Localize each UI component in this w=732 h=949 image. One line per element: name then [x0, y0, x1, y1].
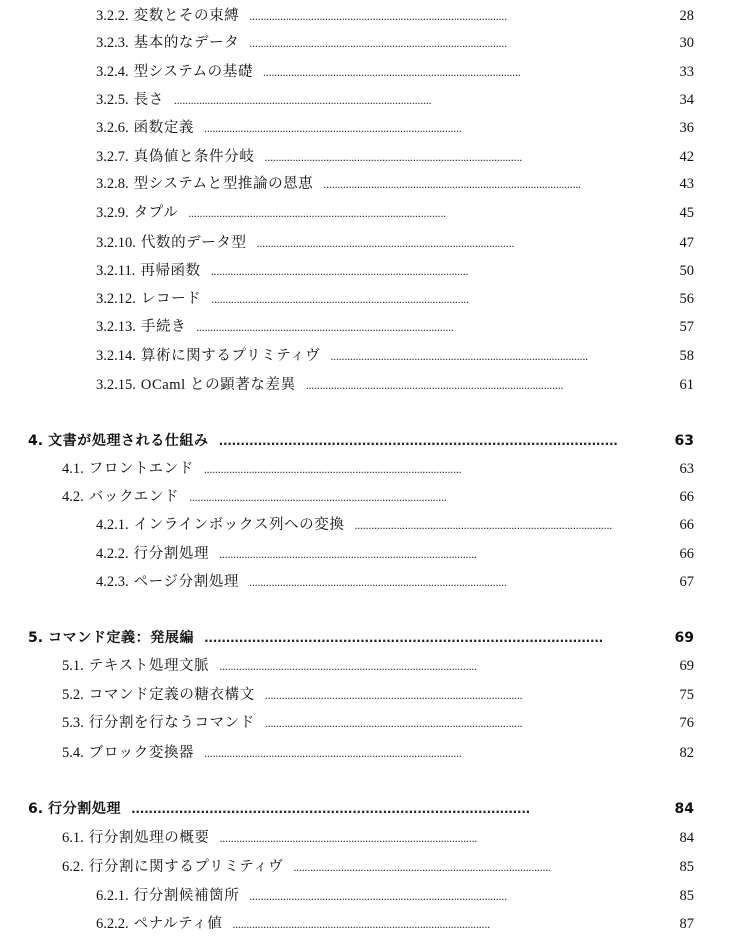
- toc-entry-page: 45: [679, 205, 694, 221]
- dot-leader: [323, 172, 666, 196]
- dot-leader: [265, 683, 666, 707]
- toc-entry-title: ページ分割処理: [133, 574, 240, 590]
- toc-entry-page: 57: [679, 319, 694, 335]
- toc-entry-number: 5.: [28, 630, 44, 646]
- toc-entry[interactable]: [28, 429, 694, 453]
- toc-entry-title: 文書が処理される仕組み: [48, 433, 209, 449]
- dot-leader: [219, 654, 666, 678]
- toc-entry-title: バックエンド: [88, 489, 180, 505]
- dot-leader: [204, 116, 666, 140]
- toc-entry[interactable]: [62, 683, 694, 707]
- toc-entry-page: 63: [679, 461, 694, 477]
- toc-entry[interactable]: [96, 145, 694, 169]
- toc-entry-number: 3.2.6.: [96, 120, 129, 136]
- toc-entry[interactable]: [96, 88, 694, 112]
- toc-entry[interactable]: [28, 626, 694, 650]
- toc-entry-title: コマンド定義の糖衣構文: [88, 687, 255, 703]
- dot-leader: [249, 884, 666, 908]
- toc-entry-number: 6.2.1.: [96, 888, 129, 904]
- toc-entry-title: 行分割処理: [48, 801, 122, 817]
- dot-leader: [219, 542, 666, 566]
- toc-entry[interactable]: [96, 116, 694, 140]
- toc-entry-number: 3.2.5.: [96, 92, 129, 108]
- toc-entry-page: 42: [679, 149, 694, 165]
- toc-entry[interactable]: [96, 60, 694, 84]
- toc-entry-title: 代数的データ型: [140, 235, 247, 251]
- toc-entry[interactable]: [96, 259, 694, 283]
- toc-entry-title: テキスト処理文脈: [88, 658, 210, 674]
- dot-leader: [330, 344, 666, 368]
- toc-entry-number: 4.1.: [62, 461, 84, 477]
- toc-entry[interactable]: [96, 912, 694, 936]
- toc-entry-title: 型システムと型推論の恩恵: [133, 176, 314, 192]
- toc-entry[interactable]: [96, 4, 694, 28]
- toc-entry-page: 87: [679, 916, 694, 932]
- toc-entry-number: 3.2.7.: [96, 149, 129, 165]
- dot-leader: [232, 912, 666, 936]
- toc-entry-title: ブロック変換器: [88, 745, 195, 761]
- toc-entry[interactable]: [28, 797, 694, 821]
- toc-entry-number: 3.2.12.: [96, 291, 136, 307]
- toc-entry-number: 6.1.: [62, 830, 84, 846]
- toc-entry-page: 36: [679, 120, 694, 136]
- toc-entry-title: 真偽値と条件分岐: [133, 149, 255, 165]
- toc-entry-title: 行分割処理: [133, 546, 210, 562]
- toc-entry[interactable]: [96, 315, 694, 339]
- toc-entry-title: 行分割を行なうコマンド: [88, 715, 255, 731]
- toc-entry-page: 82: [679, 745, 694, 761]
- toc-entry-page: 61: [679, 377, 694, 393]
- toc-entry-number: 3.2.13.: [96, 319, 136, 335]
- dot-leader: [211, 259, 666, 283]
- toc-entry-page: 69: [679, 658, 694, 674]
- dot-leader: [257, 231, 666, 255]
- toc-entry[interactable]: [96, 373, 694, 397]
- toc-entry-page: 33: [679, 64, 694, 80]
- toc-entry[interactable]: [96, 231, 694, 255]
- toc-entry-number: 3.2.3.: [96, 35, 129, 51]
- toc-entry[interactable]: [62, 711, 694, 735]
- dot-leader: [188, 201, 666, 225]
- toc-entry-title: 算術に関するプリミティヴ: [140, 348, 321, 364]
- toc-entry-number: 6.2.2.: [96, 916, 129, 932]
- dot-leader: [196, 315, 666, 339]
- toc-entry-page: 63: [674, 433, 694, 449]
- toc-entry[interactable]: [62, 485, 694, 509]
- toc-entry-page: 66: [679, 489, 694, 505]
- toc-entry-title: 函数定義: [133, 120, 195, 136]
- toc-entry-title: 行分割処理の概要: [88, 830, 210, 846]
- toc-entry-number: 6.: [28, 801, 44, 817]
- dot-leader: [249, 4, 666, 28]
- toc-entry[interactable]: [96, 513, 694, 537]
- dot-leader: [264, 145, 666, 169]
- toc-entry-number: 6.2.: [62, 859, 84, 875]
- dot-leader: [204, 741, 666, 765]
- toc-entry[interactable]: [96, 172, 694, 196]
- toc-entry-page: 66: [679, 546, 694, 562]
- toc-entry-title: コマンド定義：発展編: [48, 630, 195, 646]
- toc-entry[interactable]: [96, 884, 694, 908]
- toc-entry-page: 28: [679, 8, 694, 24]
- dot-leader: [204, 457, 666, 481]
- toc-entry-number: 5.1.: [62, 658, 84, 674]
- toc-entry[interactable]: [96, 570, 694, 594]
- toc-entry-page: 58: [679, 348, 694, 364]
- toc-entry-number: 3.2.14.: [96, 348, 136, 364]
- toc-entry-number: 3.2.8.: [96, 176, 129, 192]
- toc-entry-page: 84: [674, 801, 694, 817]
- dot-leader: [219, 429, 666, 453]
- dot-leader: [249, 31, 666, 55]
- dot-leader: [265, 711, 666, 735]
- toc-entry-title: 基本的なデータ: [133, 35, 240, 51]
- toc-entry-page: 34: [679, 92, 694, 108]
- toc-entry-page: 66: [679, 517, 694, 533]
- toc-entry-title: 行分割に関するプリミティヴ: [88, 859, 284, 875]
- dot-leader: [174, 88, 666, 112]
- toc-entry-title: タプル: [133, 205, 179, 221]
- toc-entry-number: 3.2.11.: [96, 263, 136, 279]
- dot-leader: [131, 797, 666, 821]
- toc-entry-number: 4.2.3.: [96, 574, 129, 590]
- toc-entry-number: 3.2.10.: [96, 235, 136, 251]
- toc-entry[interactable]: [62, 654, 694, 678]
- toc-entry-number: 3.2.2.: [96, 8, 129, 24]
- toc-entry-title: 手続き: [140, 319, 187, 335]
- toc-entry[interactable]: [96, 542, 694, 566]
- dot-leader: [354, 513, 666, 537]
- toc-entry-title: OCaml との顕著な差異: [140, 377, 296, 393]
- toc-entry-number: 5.2.: [62, 687, 84, 703]
- toc-entry-title: ペナルティ値: [133, 916, 223, 932]
- dot-leader: [204, 626, 666, 650]
- toc-entry-page: 30: [679, 35, 694, 51]
- toc-entry-number: 5.4.: [62, 745, 84, 761]
- toc-entry-title: 変数とその束縛: [133, 8, 240, 24]
- toc-entry-page: 85: [679, 888, 694, 904]
- toc-entry[interactable]: [96, 201, 694, 225]
- dot-leader: [189, 485, 666, 509]
- toc-entry-title: 型システムの基礎: [133, 64, 253, 80]
- toc-entry-number: 3.2.4.: [96, 64, 129, 80]
- dot-leader: [220, 826, 666, 850]
- toc-entry-page: 76: [679, 715, 694, 731]
- toc-entry[interactable]: [96, 344, 694, 368]
- toc-entry[interactable]: [96, 287, 694, 311]
- dot-leader: [211, 287, 666, 311]
- toc-entry-page: 50: [679, 263, 694, 279]
- toc-entry-title: インラインボックス列への変換: [133, 517, 345, 533]
- toc-entry-number: 4.: [28, 433, 44, 449]
- dot-leader: [263, 60, 666, 84]
- toc-entry-number: 4.2.: [62, 489, 84, 505]
- toc-entry-number: 3.2.9.: [96, 205, 129, 221]
- toc-entry-number: 4.2.2.: [96, 546, 129, 562]
- toc-entry-page: 69: [674, 630, 694, 646]
- toc-entry-title: フロントエンド: [88, 461, 194, 477]
- dot-leader: [249, 570, 666, 594]
- toc-entry-number: 5.3.: [62, 715, 84, 731]
- toc-entry-page: 75: [679, 687, 694, 703]
- toc-entry[interactable]: [62, 855, 694, 879]
- toc-entry-number: 3.2.15.: [96, 377, 136, 393]
- toc-entry[interactable]: [62, 457, 694, 481]
- toc-entry-title: レコード: [140, 291, 202, 307]
- toc-entry[interactable]: [62, 826, 694, 850]
- toc-entry-page: 67: [679, 574, 694, 590]
- toc-entry-title: 再帰函数: [140, 263, 201, 279]
- dot-leader: [293, 855, 666, 879]
- toc-entry-title: 行分割候補箇所: [133, 888, 240, 904]
- toc-entry[interactable]: [96, 31, 694, 55]
- toc-entry-number: 4.2.1.: [96, 517, 129, 533]
- toc-entry-title: 長さ: [133, 92, 164, 108]
- dot-leader: [306, 373, 666, 397]
- toc-entry-page: 56: [679, 291, 694, 307]
- toc-entry[interactable]: [62, 741, 694, 765]
- toc-entry-page: 43: [679, 176, 694, 192]
- toc-entry-page: 47: [679, 235, 694, 251]
- toc-entry-page: 84: [679, 830, 694, 846]
- toc-entry-page: 85: [679, 859, 694, 875]
